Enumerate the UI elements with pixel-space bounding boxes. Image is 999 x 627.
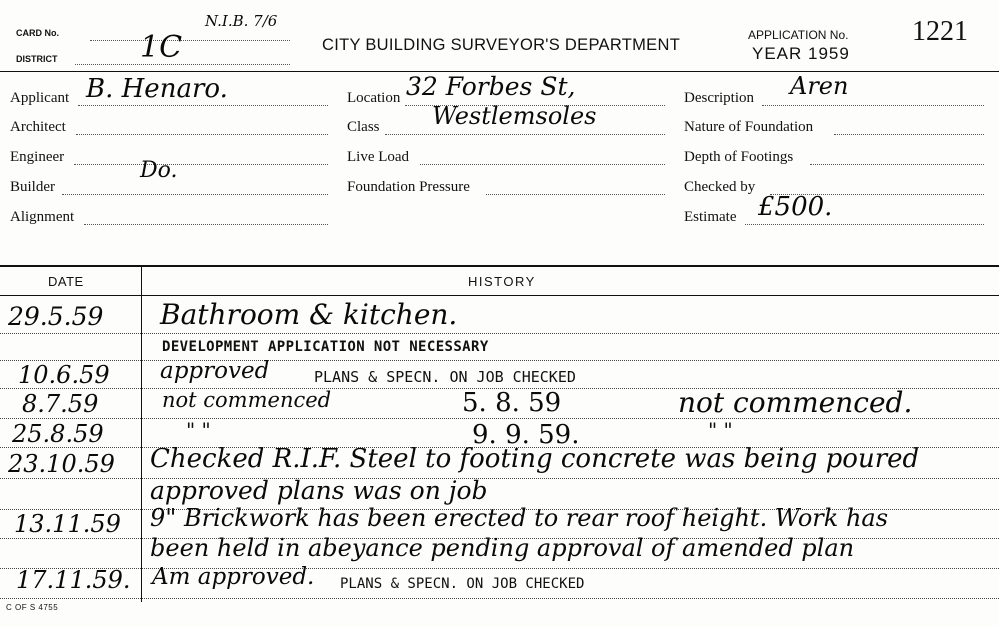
history-divider [0,265,999,267]
engineer-label: Engineer [10,149,65,165]
rule-line [0,568,999,569]
history-date: 23.10.59 [8,450,115,478]
date-column-header: DATE [48,274,84,289]
history-date: 29.5.59 [8,302,104,331]
nature-of-foundation-label: Nature of Foundation [684,119,814,135]
header-row-line [0,295,999,296]
history-entry: approved [160,358,270,384]
alignment-label: Alignment [10,209,75,225]
nature-of-foundation-line [834,134,984,135]
history-entry: Am approved. [152,564,315,590]
location-value: 32 Forbes St, [406,72,576,101]
class-label: Class [347,119,380,135]
live-load-label: Live Load [347,149,410,165]
history-entry: been held in abeyance pending approval of amended plan [150,534,855,562]
form-code: C OF S 4755 [6,603,59,612]
applicant-label: Applicant [10,90,70,106]
history-entry: approved plans was on job [150,476,488,505]
district-value: 1C [140,30,183,65]
history-entry: 9" Brickwork has been erected to rear roof height. Work has [150,504,889,532]
history-entry: not commenced [162,388,332,412]
history-stamp: PLANS & SPECN. ON JOB CHECKED [314,368,576,386]
history-entry: " " [186,418,211,442]
applicant-line [78,105,328,106]
history-entry-note: " " [708,418,733,442]
location-label: Location [347,90,401,106]
architect-line [76,134,328,135]
architect-label: Architect [10,119,66,135]
history-entry-date: 5. 8. 59 [462,388,562,418]
history-entry: Checked R.I.F. Steel to footing concrete was being poured [150,444,920,474]
applicant-value: B. Henaro. [86,74,228,104]
builder-line [62,194,328,195]
estimate-label: Estimate [684,209,737,225]
history-date: 13.11.59 [14,510,121,538]
history-column-header: HISTORY [468,274,536,289]
class-value: Westlemsoles [432,102,597,130]
district-label: DISTRICT [16,54,58,64]
estimate-line [745,224,984,225]
application-label: APPLICATION No. [748,28,849,42]
rule-line [0,360,999,361]
history-entry: Bathroom & kitchen. [160,298,458,331]
rule-line [0,598,999,599]
foundation-pressure-label: Foundation Pressure [347,179,470,195]
history-entry-note: not commenced. [678,386,913,419]
history-stamp: DEVELOPMENT APPLICATION NOT NECESSARY [162,339,489,355]
depth-of-footings-line [810,164,984,165]
annotation-note: N.I.B. 7/6 [205,12,278,30]
date-column-divider [141,267,142,602]
description-value: Aren [790,72,849,100]
depth-of-footings-label: Depth of Footings [684,149,794,165]
card-no-label: CARD No. [16,28,59,38]
live-load-line [420,164,665,165]
year-label: YEAR 1959 [752,44,850,63]
foundation-pressure-line [486,194,665,195]
district-line [75,64,290,65]
rule-line [0,333,999,334]
builder-label: Builder [10,179,55,195]
description-line [762,105,984,106]
alignment-line [84,224,328,225]
class-line [385,134,665,135]
description-label: Description [684,90,754,106]
checked-by-label: Checked by [684,179,756,195]
engineer-line [74,164,328,165]
engineer-value: Do. [140,158,178,183]
application-number: 1221 [912,16,968,47]
history-stamp: PLANS & SPECN. ON JOB CHECKED [340,576,585,592]
history-entry-date: 9. 9. 59. [472,420,580,450]
history-date: 10.6.59 [18,361,110,389]
history-date: 17.11.59. [16,566,131,594]
estimate-value: £500. [758,192,833,222]
history-date: 25.8.59 [12,420,104,448]
card-no-line [90,40,290,41]
department-title: CITY BUILDING SURVEYOR'S DEPARTMENT [322,36,681,54]
history-date: 8.7.59 [22,390,99,418]
